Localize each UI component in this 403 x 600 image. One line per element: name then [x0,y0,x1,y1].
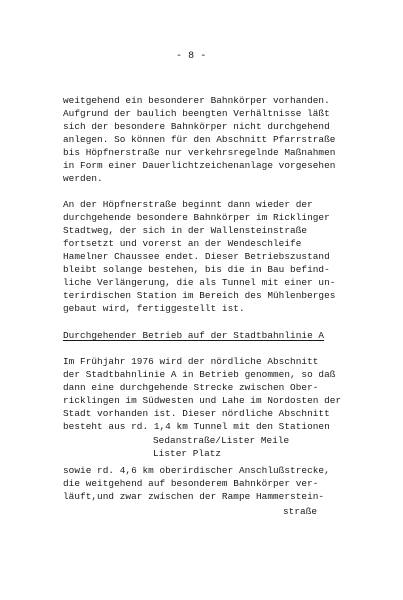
paragraph-2-line: fortsetzt und vorerst an der Wendeschleife [63,238,302,249]
section-line: besteht aus rd. 1,4 km Tunnel mit den Stationen [63,421,330,432]
section-line: ricklingen im Südwesten und Lahe im Nordosten der [63,395,342,406]
paragraph-2-line: Hamelner Chaussee endet. Dieser Betriebszustand [63,251,330,262]
section-heading: Durchgehender Betrieb auf der Stadtbahnlinie A [63,330,325,341]
paragraph-2-line: liche Verlängerung, die als Tunnel mit einer un- [63,277,336,288]
paragraph-1-line: sich der besondere Bahnkörper nicht durchgehend [63,121,330,132]
section-line: Stadt vorhanden ist. Dieser nördliche Abschnitt [63,408,330,419]
paragraph-1-line: anlegen. So können für den Abschnitt Pfarrstraße [63,134,336,145]
closing-line: läuft,und zwar zwischen der Rampe Hammerstein- [63,491,325,502]
paragraph-2-line: durchgehende besondere Bahnkörper im Ricklinger [63,212,330,223]
paragraph-2-line: Stadtweg, der sich in der Wallensteinstraße [63,225,308,236]
paragraph-1-line: bis Höpfnerstraße nur verkehrsregelnde Maßnahmen [63,147,336,158]
closing-line: sowie rd. 4,6 km oberirdischer Anschlußstrecke, [63,465,330,476]
page-number: - 8 - [176,51,207,62]
paragraph-2-line: gebaut wird, fertiggestellt ist. [63,303,245,314]
section-line: der Stadtbahnlinie A in Betrieb genommen, so daß [63,369,336,380]
paragraph-1-line: weitgehend ein besonderer Bahnkörper vorhanden. [63,95,330,106]
section-line: dann eine durchgehende Strecke zwischen Ober- [63,382,319,393]
paragraph-1-line: Aufgrund der baulich beengten Verhältnisse läßt [63,108,330,119]
station-name: Sedanstraße/Lister Meile [153,435,290,446]
paragraph-1-line: werden. [63,173,103,184]
closing-line: die weitgehend auf besonderem Bahnkörper ver- [63,478,319,489]
station-name: Lister Platz [153,448,222,459]
section-line: Im Frühjahr 1976 wird der nördliche Abschnitt [63,356,319,367]
paragraph-2-line: terirdischen Station im Bereich des Mühlenberges [63,290,336,301]
paragraph-2-line: An der Höpfnerstraße beginnt dann wieder der [63,199,313,210]
paragraph-1-line: in Form einer Dauerlichtzeichenanlage vorgesehen [63,160,336,171]
continuation-word: straße [283,506,318,517]
paragraph-2-line: bleibt solange bestehen, bis die in Bau befind- [63,264,330,275]
